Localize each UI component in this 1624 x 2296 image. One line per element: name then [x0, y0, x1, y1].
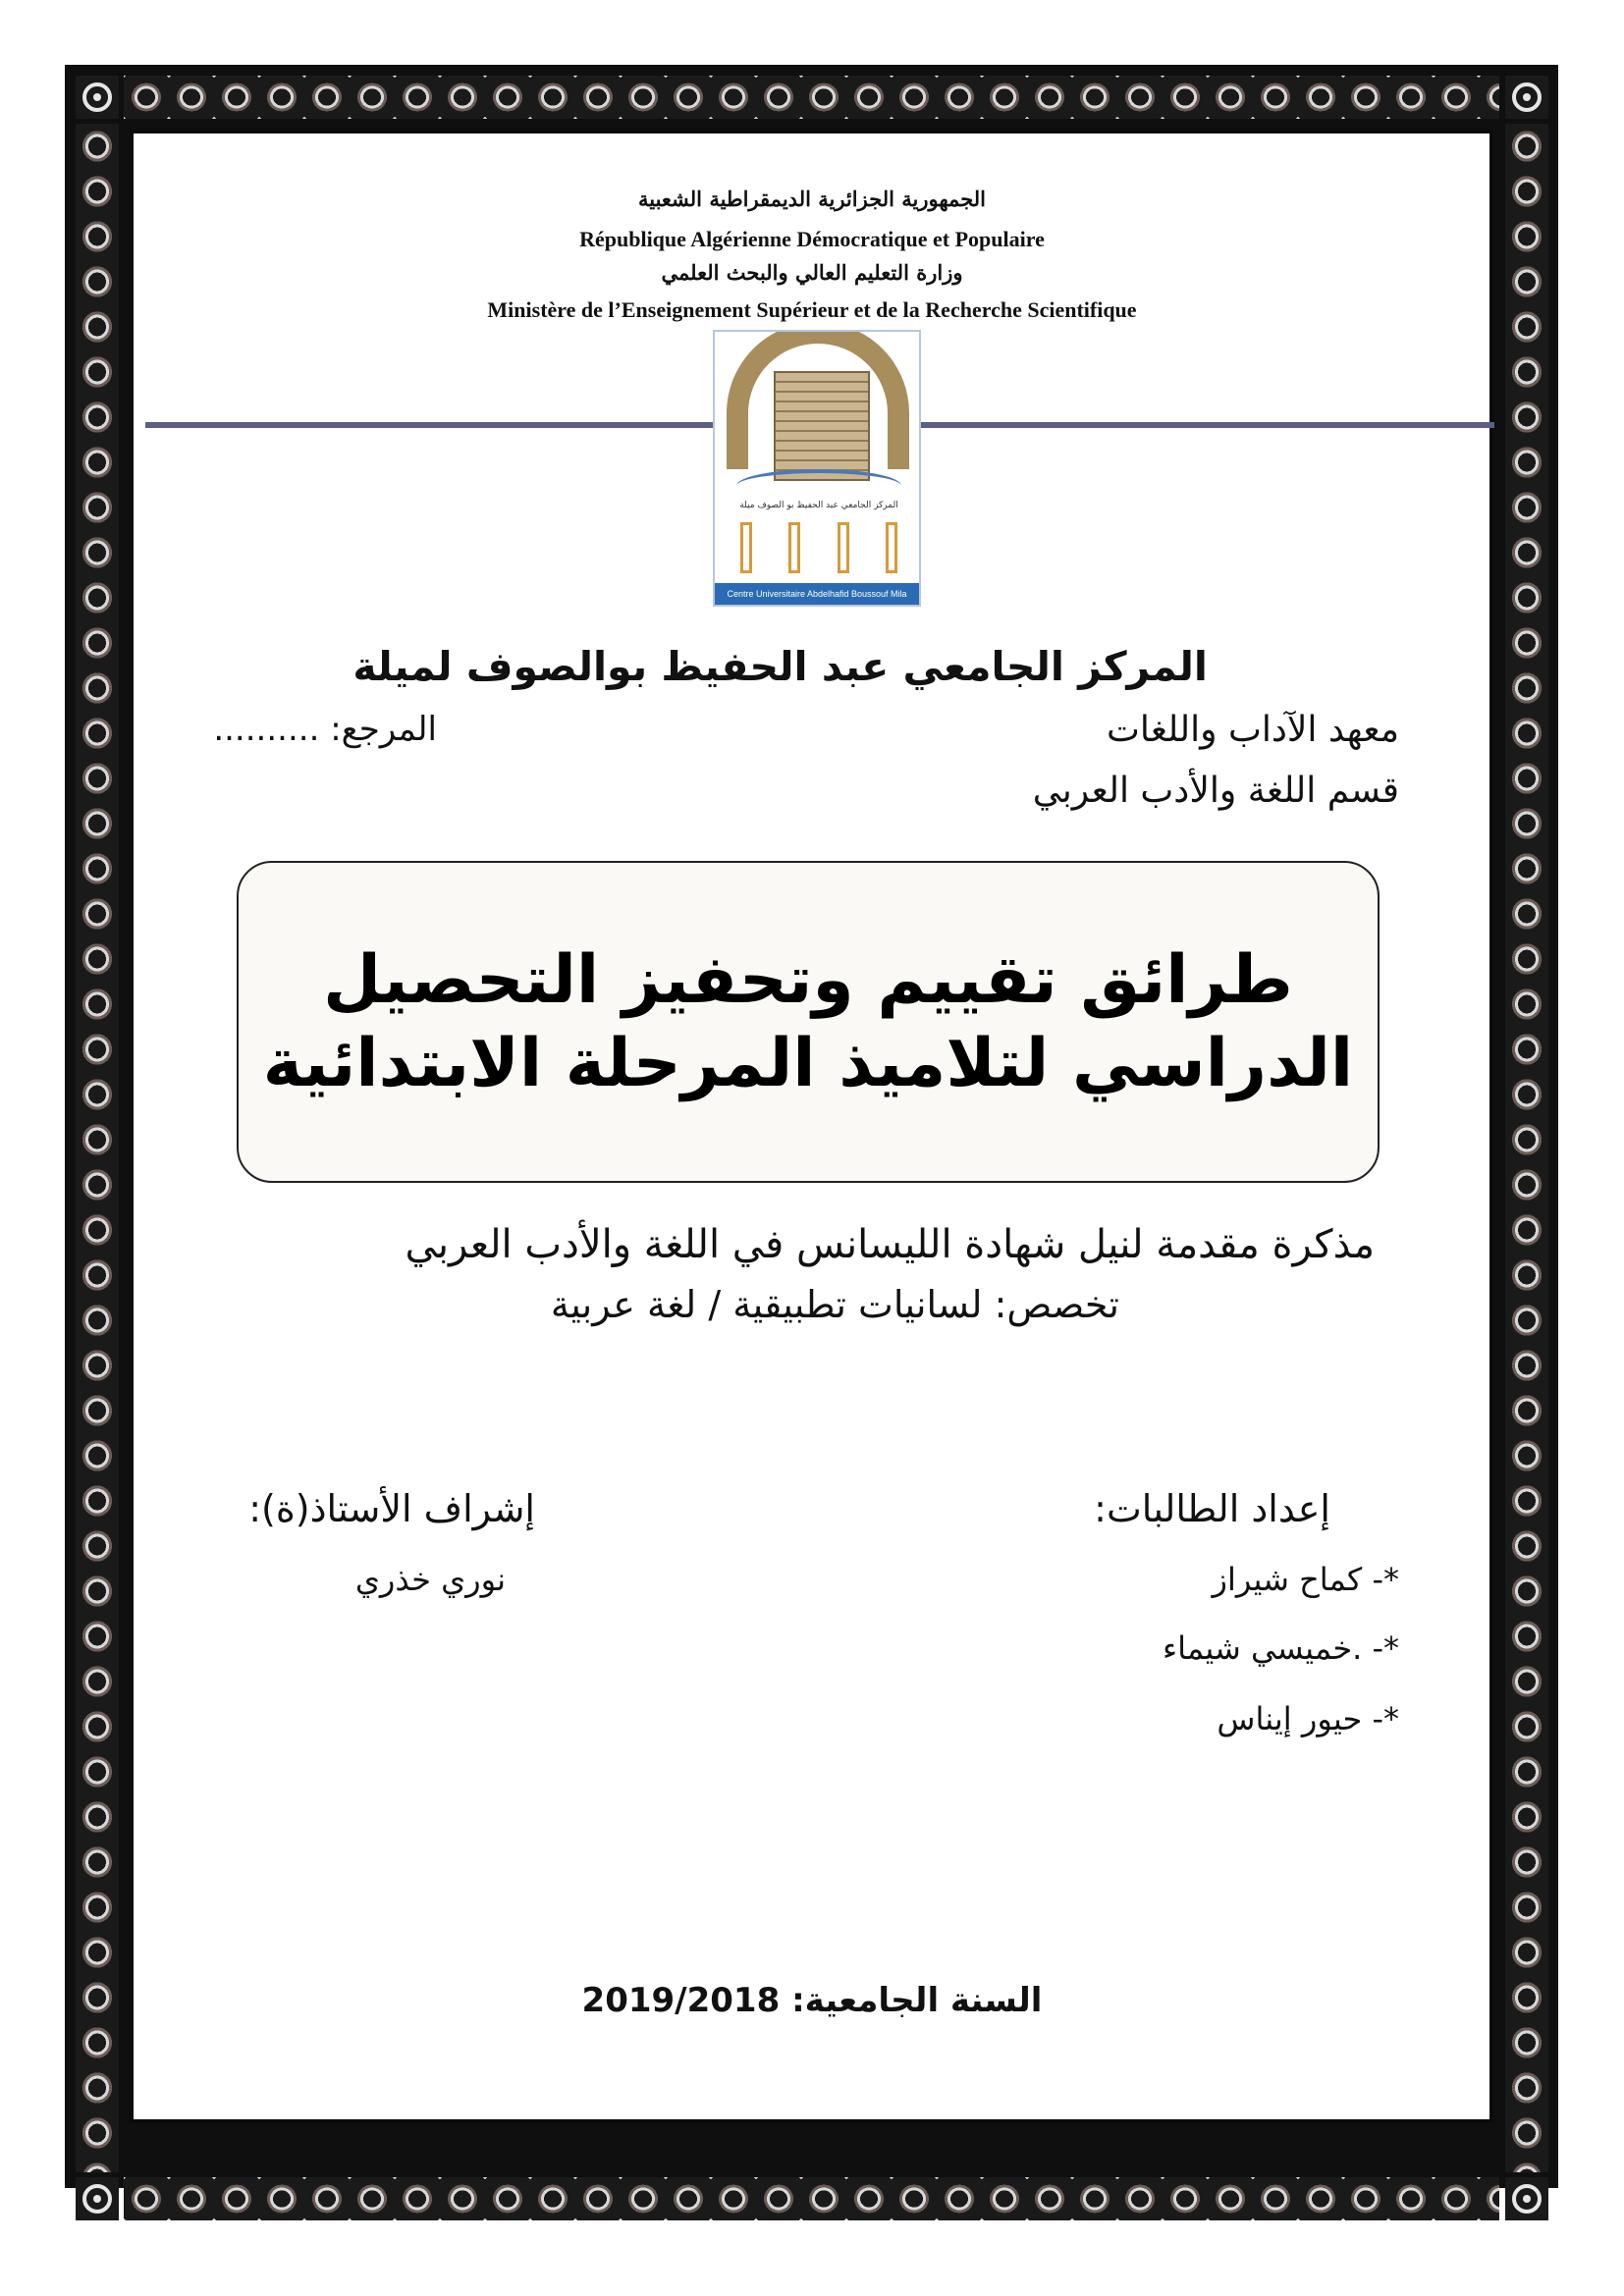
logo-arabic-caption: المركز الجامعي عبد الحفيظ بو الصوف ميلة [739, 501, 898, 510]
republic-arabic: الجمهورية الجزائرية الديمقراطية الشعبية [637, 187, 986, 211]
thesis-title-box [237, 861, 1380, 1183]
corner-ornament [1505, 76, 1548, 119]
university-logo [713, 330, 921, 607]
logo-columns [740, 522, 897, 573]
logo-book [736, 469, 901, 503]
thesis-purpose: مذكرة مقدمة لنيل شهادة الليسانس في اللغة والأدب العربي [405, 1222, 1375, 1267]
logo-latin-caption: Centre Universitaire Abdelhafid Boussouf Mila [715, 583, 919, 605]
border-band-bottom [124, 2177, 1499, 2220]
corner-ornament [1505, 2177, 1548, 2220]
corner-ornament [76, 76, 119, 119]
border-band-left [76, 124, 119, 2172]
student-name: *- حيور إيناس [1217, 1700, 1399, 1737]
student-name: *- كماح شيراز [1212, 1561, 1399, 1598]
supervisor-name: نوري خذري [354, 1561, 506, 1598]
border-band-right [1505, 124, 1548, 2172]
republic-french: République Algérienne Démocratique et Populaire [579, 227, 1045, 251]
institute-name: معهد الآداب واللغات [1107, 710, 1399, 750]
supervisor-label: إشراف الأستاذ(ة): [248, 1487, 535, 1530]
thesis-title-line-2: الدراسي لتلاميذ المرحلة الابتدائية [262, 1025, 1354, 1102]
student-name: *- .خميسي شيماء [1163, 1629, 1399, 1667]
ministry-french: Ministère de l’Enseignement Supérieur et de la Recherche Scientifique [487, 297, 1137, 322]
ministry-arabic: وزارة التعليم العالي والبحث العلمي [661, 260, 963, 285]
academic-year: السنة الجامعية: 2019/2018 [581, 1981, 1043, 2020]
border-band-top [124, 76, 1499, 119]
thesis-specialty: تخصص: لسانيات تطبيقية / لغة عربية [550, 1283, 1119, 1326]
logo-building [774, 371, 870, 481]
students-label: إعداد الطالبات: [1094, 1487, 1330, 1530]
thesis-title-line-1: طرائق تقييم وتحفيز التحصيل [323, 941, 1293, 1019]
center-name: المركز الجامعي عبد الحفيظ بوالصوف لميلة [352, 643, 1208, 690]
corner-ornament [76, 2177, 119, 2220]
reference-label: المرجع: .......... [213, 710, 437, 749]
department-name: قسم اللغة والأدب العربي [1032, 771, 1399, 811]
